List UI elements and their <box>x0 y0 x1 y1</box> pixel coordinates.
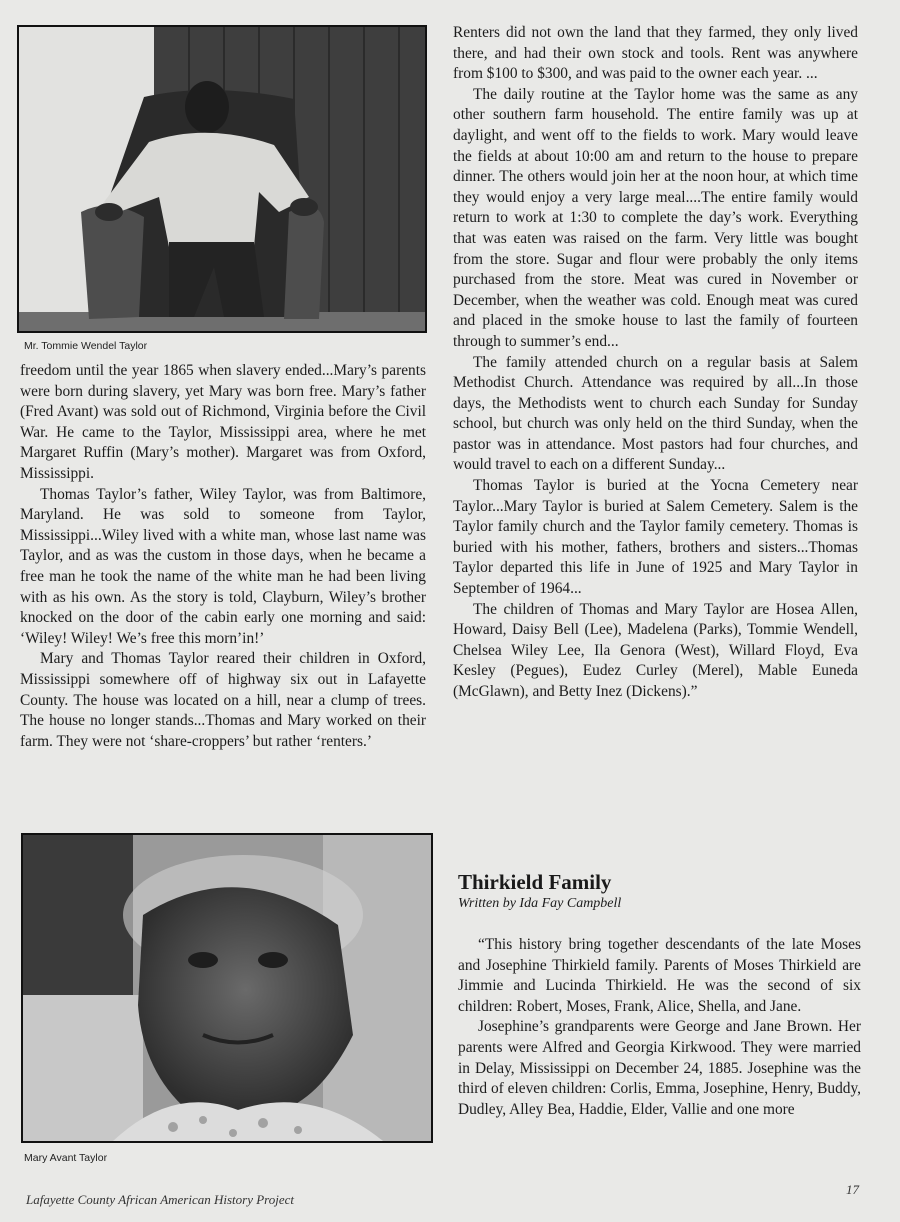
thirkield-paragraph: Josephine’s grandparents were George and Jane Brown. Her parents were Alfred and Georgia Kirkwood. They were married in Delay, Mississippi on December 24, 1885. Josephine was the third of eleven children: Corlis, Emma, Josephine, Henry, Buddy, Dudley, Alley Bea, Haddie, Elder, Vallie and one more <box>458 1018 861 1118</box>
right-paragraph: Thomas Taylor is buried at the Yocna Cemetery near Taylor...Mary Taylor is buried at Salem Cemetery. Salem is the Taylor family church and the Taylor family cemetery. Thomas is buried with his mother, fathers, brothers and sisters...Thomas Taylor departed this life in June of 1925 and Mary Taylor in September of 1964... <box>453 477 858 598</box>
left-paragraph: freedom until the year 1865 when slavery ended...Mary’s parents were born during slavery, yet Mary was born free. Mary’s father (Fred Avant) was sold out of Richmond, Virginia before the Civil War. He came to the Taylor, Mississippi area, where he met Margaret Ruffin (Mary’s mother). Margaret was from Oxford, Mississippi. <box>20 362 426 482</box>
footer-title: Lafayette County African American History Project <box>26 1192 295 1207</box>
right-paragraph: Renters did not own the land that they farmed, they only lived there, and had their own stock and tools. Rent was anywhere from $100 to $300, and was paid to the owner each year. ... <box>453 24 858 83</box>
photo-mary-avant-taylor <box>21 833 433 1143</box>
right-column-text <box>453 23 858 703</box>
page-number: 17 <box>846 1182 859 1197</box>
right-paragraph: The family attended church on a regular basis at Salem Methodist Church. Attendance was required by all...In those days, the Methodists went to church each Sunday for Sunday school, but church was only held on the third Sunday, when the pastor was in attendance. Most pastors had four churches, and would travel to each on a different Sunday... <box>453 353 858 474</box>
section-heading: Thirkield Family <box>458 870 612 894</box>
left-column-text <box>20 361 426 752</box>
thirkield-text <box>458 935 861 1120</box>
left-paragraph: Thomas Taylor’s father, Wiley Taylor, was from Baltimore, Maryland. He was sold to someone from Taylor, Mississippi...Wiley lived with a white man, whose last name was Taylor, and as was the custom in those days, when he became a free man he took the name of the white man he had been living with as his own. As the story is told, Clayburn, Wiley’s brother knocked on the door of the cabin early one morning and said: ‘Wiley! Wiley! We’s free this morn’in!’ <box>20 485 426 647</box>
left-paragraph: Mary and Thomas Taylor reared their children in Oxford, Mississippi somewhere off of highway six out in Lafayette County. The house was located on a hill, near a clump of trees. The house no longer stands...Thomas and Mary worked on their farm. They were not ‘share-croppers’ but rather ‘renters.’ <box>20 650 426 750</box>
right-paragraph: The daily routine at the Taylor home was the same as any other southern farm household. The entire family was up at daylight, and went off to the fields to work. Mary would leave the fields at about 10:00 am and return to the house to prepare dinner. The others would join her at the noon hour, at which time they would enjoy a very large meal....The entire family would return to work at 1:30 to complete the day’s work. Everything that was eaten was raised on the farm. Very little was bought from the store. Sugar and flour were probably the only items purchased from the store. Meat was cured in November or December, when the weather was cold. Enough meat was cured and placed in the smoke house to last the family of fourteen through to summer’s end... <box>453 85 858 350</box>
section-byline: Written by Ida Fay Campbell <box>458 896 622 911</box>
photo-tommie-taylor <box>17 25 427 333</box>
photo-mary-caption: Mary Avant Taylor <box>24 1152 108 1164</box>
right-paragraph: The children of Thomas and Mary Taylor are Hosea Allen, Howard, Daisy Bell (Lee), Madelena (Parks), Tommie Wendell, Chelsea Wiley Lee, Ila Genora (West), Willard Floyd, Eva Kesley (Pegues), Eudez Curley (Merel), Mable Euneda (McGlawn), and Betty Inez (Dickens).” <box>453 600 858 700</box>
photo-mary-avant-taylor-image <box>23 835 431 1141</box>
photo-tommie-caption: Mr. Tommie Wendel Taylor <box>24 340 148 352</box>
photo-tommie-taylor-image <box>19 27 425 331</box>
thirkield-paragraph: “This history bring together descendants of the late Moses and Josephine Thirkield family. Parents of Moses Thirkield are Jimmie and Lucinda Thirkield. He was the second of six children: Robert, Moses, Frank, Alice, Shella, and Jane. <box>458 936 861 1015</box>
